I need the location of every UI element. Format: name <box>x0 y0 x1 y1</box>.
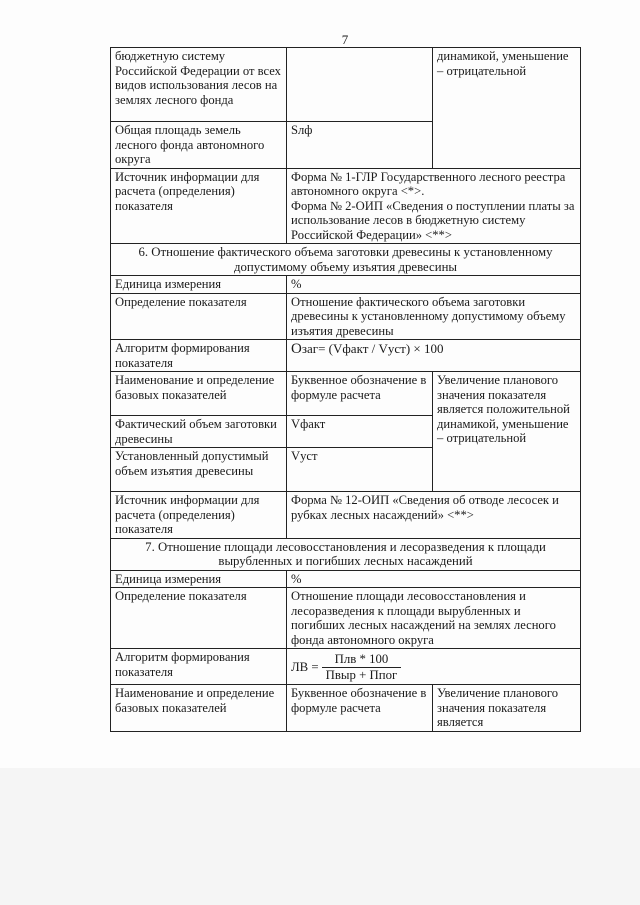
cell-definition-label: Определение показателя <box>111 293 287 340</box>
source-line-2: Форма № 2-ОИП «Сведения о поступлении платы за использование лесов в бюджетную систему Российской Федерации» <**> <box>291 198 575 242</box>
page-number: 7 <box>341 32 349 47</box>
source-line-1: Форма № 1-ГЛР Государственного лесного реестра автономного округа <*>. <box>291 169 566 198</box>
table-row <box>111 168 581 244</box>
section-header <box>111 538 581 570</box>
table-row <box>111 293 581 340</box>
cell-algorithm-formula <box>287 649 581 685</box>
cell-definition-value: Отношение площади лесовосстановления и лесоразведения к площади вырубленных и погибших лесных насаждений на землях лесного фонда автономного округа <box>287 588 581 649</box>
cell-unit-label: Единица измерения <box>111 276 287 294</box>
formula-lhs: ЛВ = <box>291 659 319 674</box>
table-row <box>111 372 581 416</box>
formula-fraction <box>322 652 402 682</box>
cell-base-label: Наименование и определение базовых показателей <box>111 372 287 416</box>
cell-area-label: Общая площадь земель лесного фонда автономного округа <box>111 122 287 169</box>
cell-ust-label: Установленный допустимый объем изъятия древесины <box>111 448 287 492</box>
cell-algorithm-label: Алгоритм формирования показателя <box>111 340 287 372</box>
formula-O: O <box>291 341 302 357</box>
lv-formula <box>291 652 401 682</box>
formula-denominator: Пвыр + Ппог <box>322 667 402 683</box>
table-row <box>111 649 581 685</box>
cell-algorithm-formula <box>287 340 581 372</box>
section6-title: 6. Отношение фактического объема заготовки древесины к установленному допустимому объему изъятия древесины <box>111 244 581 276</box>
cell-continued-definition: бюджетную систему Российской Федерации от всех видов использования лесов на землях лесного фонда <box>111 48 287 122</box>
table-row <box>111 588 581 649</box>
table-row <box>111 685 581 732</box>
cell-definition-value: Отношение фактического объема заготовки древесины к установленному допустимому объему изъятия древесины <box>287 293 581 340</box>
table-row <box>111 340 581 372</box>
table-row <box>111 570 581 588</box>
table-row <box>111 276 581 294</box>
cell-definition-label: Определение показателя <box>111 588 287 649</box>
cell-ust-value: Vуст <box>287 448 433 492</box>
cell-unit-label: Единица измерения <box>111 570 287 588</box>
cell-dynamics-continued: динамикой, уменьшение – отрицательной <box>433 48 581 169</box>
section-header <box>111 244 581 276</box>
cell-letter-header: Буквенное обозначение в формуле расчета <box>287 685 433 732</box>
cell-dynamics: Увеличение планового значения показателя является <box>433 685 581 732</box>
cell-fact-label: Фактический объем заготовки древесины <box>111 416 287 448</box>
cell-source-label: Источник информации для расчета (определения) показателя <box>111 168 287 244</box>
cell-algorithm-label: Алгоритм формирования показателя <box>111 649 287 685</box>
table-row <box>111 492 581 539</box>
formula-rest: заг= (Vфакт / Vуст) × 100 <box>301 341 444 356</box>
cell-fact-value: Vфакт <box>287 416 433 448</box>
table-row <box>111 48 581 122</box>
cell-area-value: Sлф <box>287 122 433 169</box>
section7-title: 7. Отношение площади лесовосстановления и лесоразведения к площади вырубленных и погибших лесных насаждений <box>111 538 581 570</box>
cell-source-value: Форма № 12-ОИП «Сведения об отводе лесосек и рубках лесных насаждений» <**> <box>287 492 581 539</box>
cell-empty <box>287 48 433 122</box>
cell-letter-header: Буквенное обозначение в формуле расчета <box>287 372 433 416</box>
formula-numerator: Плв * 100 <box>334 652 389 666</box>
cell-unit-value: % <box>287 276 581 294</box>
cell-dynamics: Увеличение планового значения показателя является положительной динамикой, уменьшение – отрицательной <box>433 372 581 492</box>
indicator-table <box>110 47 581 732</box>
cell-source-label: Источник информации для расчета (определения) показателя <box>111 492 287 539</box>
cell-base-label: Наименование и определение базовых показателей <box>111 685 287 732</box>
cell-unit-value: % <box>287 570 581 588</box>
cell-source-value <box>287 168 581 244</box>
